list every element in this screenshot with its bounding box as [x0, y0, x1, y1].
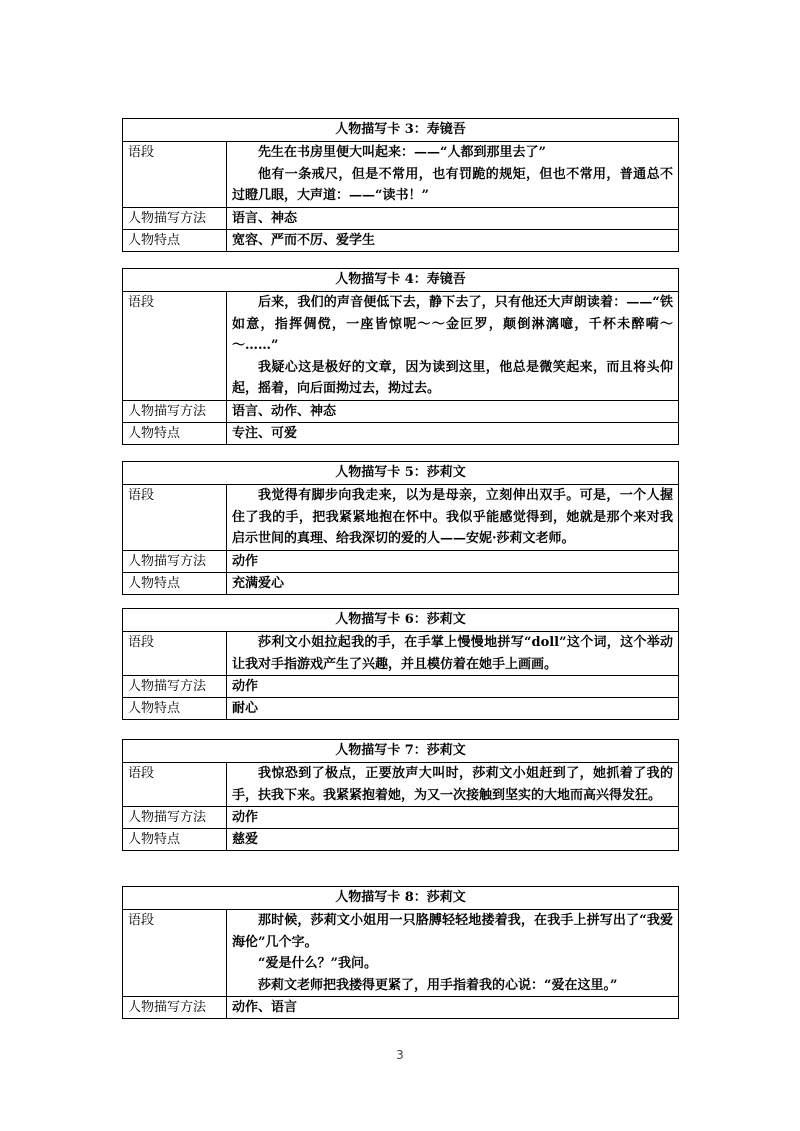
- passage-text: [227, 142, 679, 208]
- card-title: 人物描写卡 4：寿镜吾: [123, 269, 679, 292]
- description-card: [122, 886, 679, 1019]
- passage-paragraph: 莎莉文老师把我搂得更紧了，用手指着我的心说：“爱在这里。”: [258, 977, 618, 993]
- passage-paragraph: 先生在书房里便大叫起来：——“人都到那里去了”: [258, 145, 546, 160]
- card-title: 人物描写卡 6：莎莉文: [123, 609, 679, 632]
- passage-paragraph: 那时候，莎莉文小姐用一只胳膊轻轻地搂着我，在我手上拼写出了“我爱海伦”几个字。: [232, 913, 673, 950]
- trait-label: 人物特点: [123, 229, 227, 251]
- method-label: 人物描写方法: [123, 676, 227, 698]
- method-value: 动作: [227, 676, 679, 698]
- trait-label: 人物特点: [123, 572, 227, 594]
- description-card: [122, 608, 679, 720]
- method-label: 人物描写方法: [123, 997, 227, 1019]
- trait-value: 专注、可爱: [227, 422, 679, 444]
- method-value: 语言、神态: [227, 207, 679, 229]
- passage-text: [227, 485, 679, 551]
- passage-paragraph: 他有一条戒尺，但是不常用，也有罚跪的规矩，但也不常用，普通总不过瞪几眼，大声道：——“读书！”: [232, 166, 673, 203]
- passage-paragraph: 我疑心这是极好的文章，因为读到这里，他总是微笑起来，而且将头仰起，摇着，向后面拗过去，拗过去。: [232, 359, 673, 396]
- description-card: [122, 739, 679, 851]
- method-label: 人物描写方法: [123, 807, 227, 829]
- passage-label: 语段: [123, 485, 227, 551]
- method-value: 动作: [227, 550, 679, 572]
- passage-text: [227, 632, 679, 676]
- passage-text: [227, 910, 679, 997]
- passage-label: 语段: [123, 292, 227, 401]
- passage-label: 语段: [123, 763, 227, 807]
- card-title: 人物描写卡 5：莎莉文: [123, 462, 679, 485]
- passage-text: [227, 763, 679, 807]
- description-card: [122, 268, 679, 445]
- passage-paragraph: 后来，我们的声音便低下去，静下去了，只有他还大声朗读着：——“铁如意，指挥倜傥，一座皆惊呢～～金叵罗，颠倒淋漓噫，千杯未醉嗬～ ～……”: [232, 295, 673, 353]
- card-title: 人物描写卡 3：寿镜吾: [123, 119, 679, 142]
- trait-value: 宽容、严而不厉、爱学生: [227, 229, 679, 251]
- page-number: 3: [396, 1048, 404, 1062]
- passage-label: 语段: [123, 142, 227, 208]
- method-label: 人物描写方法: [123, 550, 227, 572]
- passage-paragraph: 我惊恐到了极点，正要放声大叫时，莎莉文小姐赶到了，她抓着了我的手，扶我下来。我紧紧抱着她，为又一次接触到坚实的大地而高兴得发狂。: [232, 766, 673, 803]
- card-title: 人物描写卡 8：莎莉文: [123, 887, 679, 910]
- passage-label: 语段: [123, 632, 227, 676]
- passage-label: 语段: [123, 910, 227, 997]
- passage-paragraph: “爱是什么？”我问。: [258, 956, 377, 971]
- passage-text: [227, 292, 679, 401]
- method-value: 动作: [227, 807, 679, 829]
- method-value: 动作、语言: [227, 997, 679, 1019]
- trait-label: 人物特点: [123, 829, 227, 851]
- trait-label: 人物特点: [123, 698, 227, 720]
- method-value: 语言、动作、神态: [227, 400, 679, 422]
- description-card: [122, 118, 679, 252]
- method-label: 人物描写方法: [123, 400, 227, 422]
- trait-value: 慈爱: [227, 829, 679, 851]
- card-title: 人物描写卡 7：莎莉文: [123, 740, 679, 763]
- trait-value: 充满爱心: [227, 572, 679, 594]
- method-label: 人物描写方法: [123, 207, 227, 229]
- trait-label: 人物特点: [123, 422, 227, 444]
- trait-value: 耐心: [227, 698, 679, 720]
- description-card: [122, 461, 679, 595]
- passage-paragraph: 莎利文小姐拉起我的手，在手掌上慢慢地拼写“doll”这个词，这个举动让我对手指游戏产生了兴趣，并且模仿着在她手上画画。: [232, 635, 673, 672]
- passage-paragraph: 我觉得有脚步向我走来，以为是母亲，立刻伸出双手。可是，一个人握住了我的手，把我紧紧地抱在怀中。我似乎能感觉得到，她就是那个来对我启示世间的真理、给我深切的爱的人——安妮·莎莉文老师。: [232, 488, 673, 546]
